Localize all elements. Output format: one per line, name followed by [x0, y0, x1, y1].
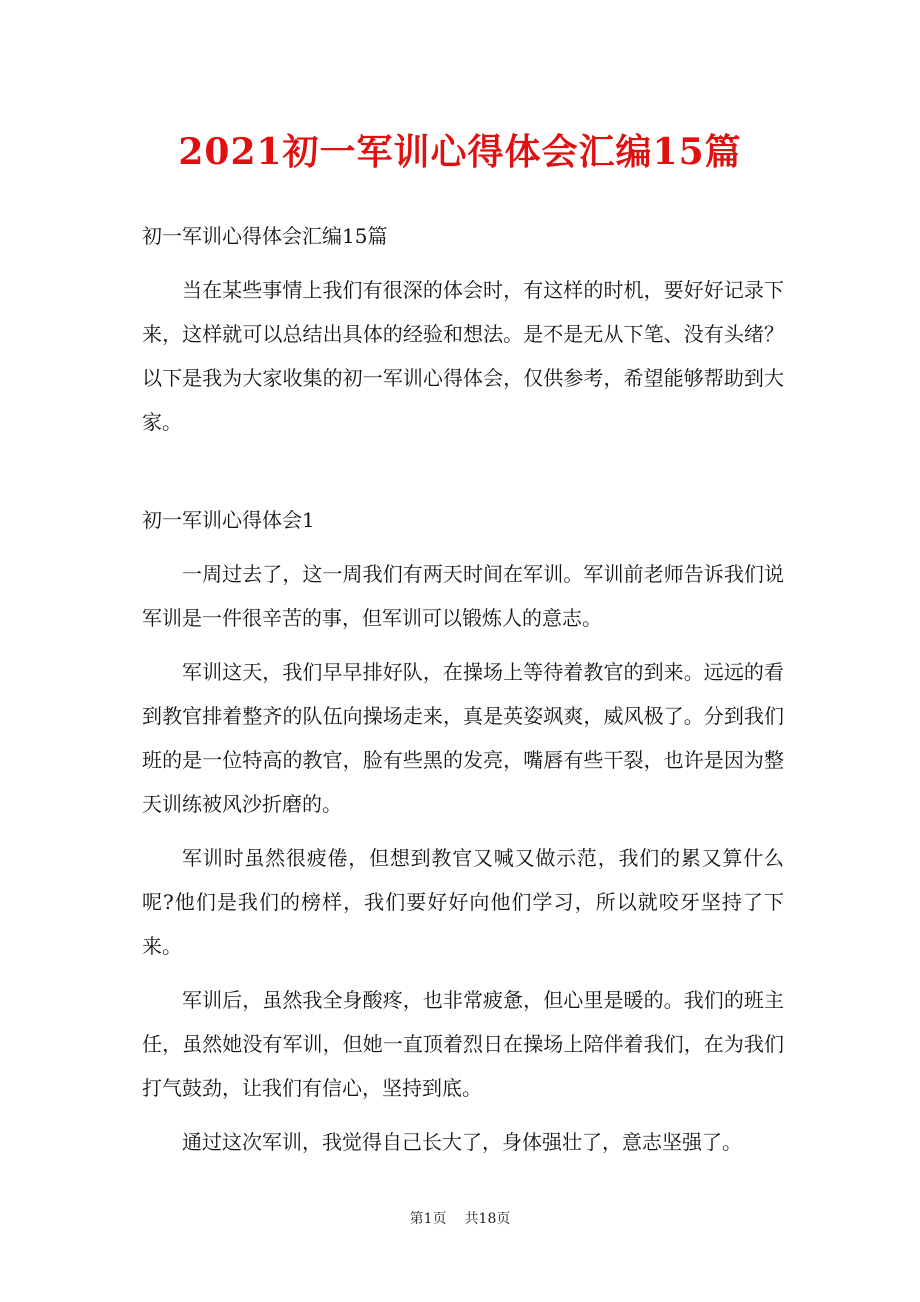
- page-footer: [0, 1208, 920, 1228]
- page-number: 第1页: [409, 1211, 447, 1227]
- intro-paragraph: 当在某些事情上我们有很深的体会时，有这样的时机，要好好记录下来，这样就可以总结出具体的经验和想法。是不是无从下笔、没有头绪？以下是我为大家收集的初一军训心得体会，仅供参考，希望能够帮助到大家。: [142, 278, 784, 434]
- body-paragraph: 军训这天，我们早早排好队，在操场上等待着教官的到来。远远的看到教官排着整齐的队伍向操场走来，真是英姿飒爽，威风极了。分到我们班的是一位特高的教官，脸有些黑的发亮，嘴唇有些干裂，也许是因为整天训练被风沙折磨的。: [142, 660, 784, 816]
- body-paragraph: 军训时虽然很疲倦，但想到教官又喊又做示范，我们的累又算什么呢?他们是我们的榜样，我们要好好向他们学习，所以就咬牙坚持了下来。: [142, 846, 784, 958]
- body-paragraph: 一周过去了，这一周我们有两天时间在军训。军训前老师告诉我们说军训是一件很辛苦的事，但军训可以锻炼人的意志。: [142, 562, 784, 630]
- section-heading: 初一军训心得体会1: [142, 508, 315, 532]
- page-total: 共18页: [464, 1211, 511, 1227]
- body-paragraph: 军训后，虽然我全身酸疼，也非常疲惫，但心里是暖的。我们的班主任，虽然她没有军训，但她一直顶着烈日在操场上陪伴着我们，在为我们打气鼓劲，让我们有信心，坚持到底。: [142, 988, 784, 1100]
- document-body: [142, 214, 784, 1164]
- document-subtitle: 初一军训心得体会汇编15篇: [142, 224, 388, 248]
- document-title: 2021初一军训心得体会汇编15篇: [178, 131, 742, 173]
- body-paragraph: 通过这次军训，我觉得自己长大了，身体强壮了，意志坚强了。: [182, 1130, 742, 1154]
